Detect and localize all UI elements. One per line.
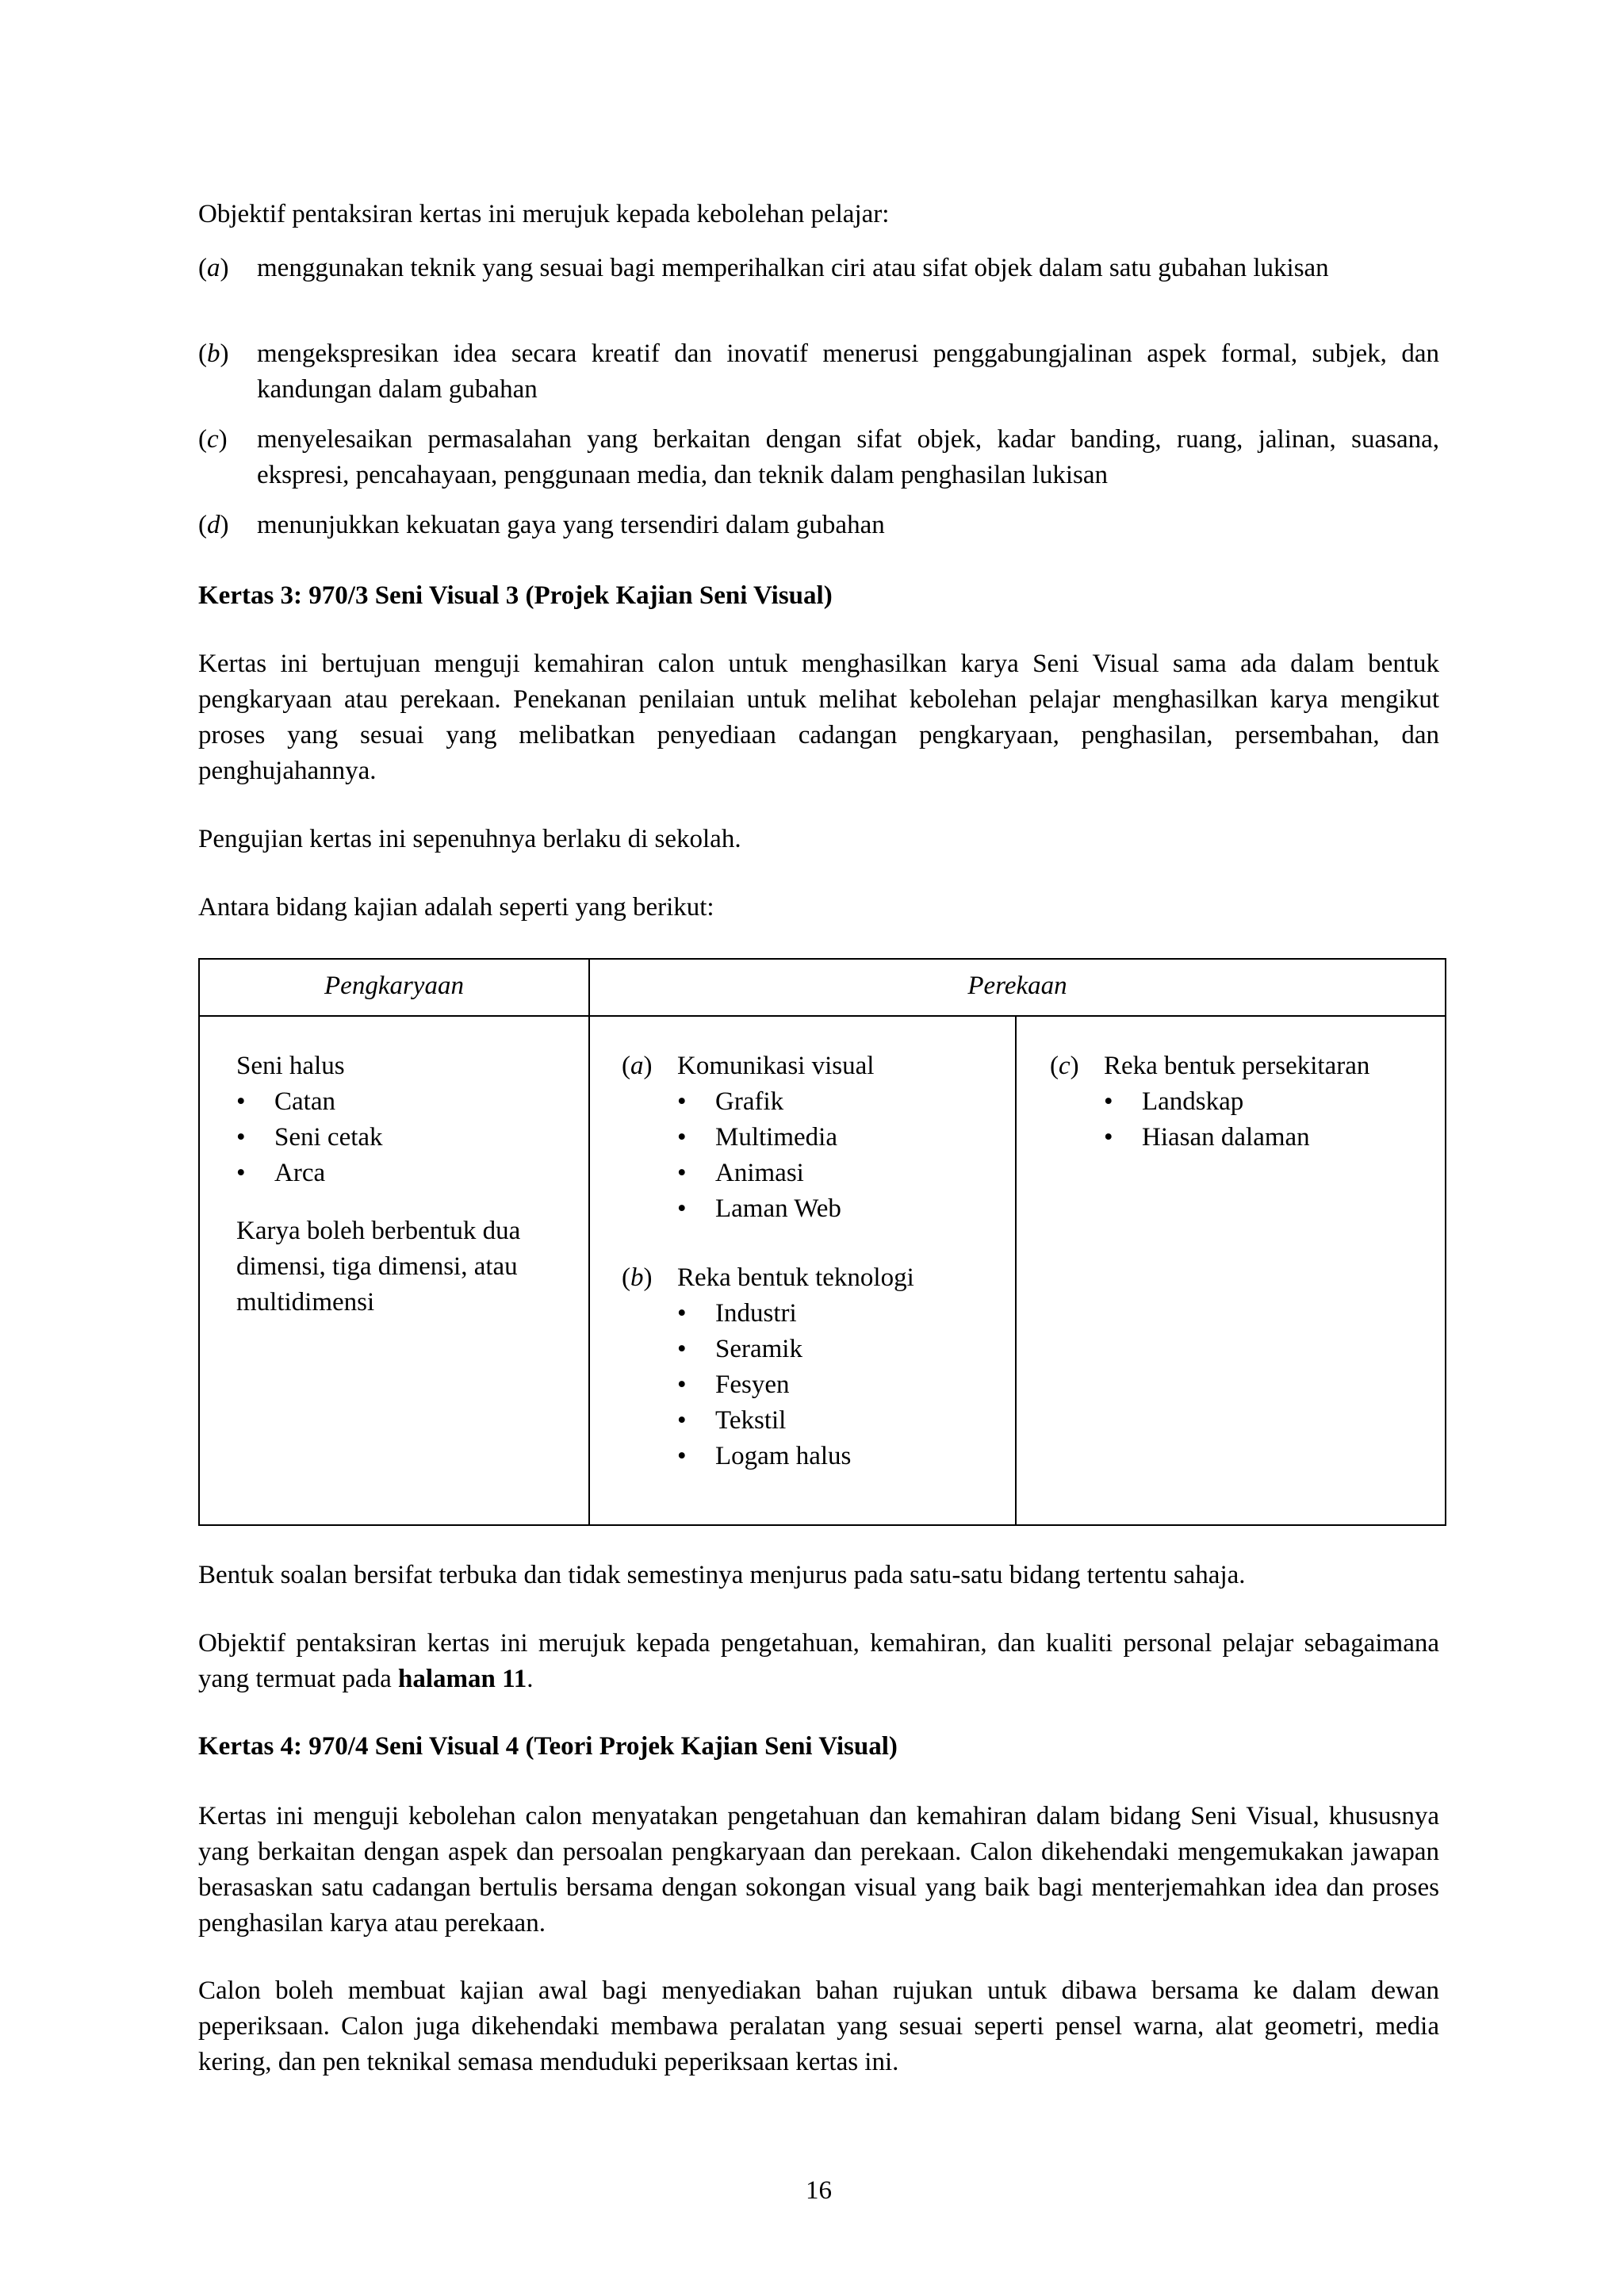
komunikasi-visual-list	[677, 1084, 1007, 1227]
page-reference: halaman 11	[397, 1665, 527, 1693]
perekaan-b: (b) Reka bentuk teknologi • Industri • Seramik • Fesyen • Tekstil • Logam halus	[622, 1260, 1007, 1474]
kertas3-heading: Kertas 3: 970/3 Seni Visual 3 (Projek Kajian Seni Visual)	[198, 581, 833, 610]
sub-label: c	[1059, 1052, 1071, 1080]
reka-bentuk-teknologi-list	[677, 1296, 1007, 1474]
list-item: • Fesyen	[677, 1367, 1007, 1403]
perekaan-c: (c) Reka bentuk persekitaran • Landskap • Hiasan dalaman	[1050, 1048, 1437, 1156]
kertas4-heading: Kertas 4: 970/4 Seni Visual 4 (Teori Projek Kajian Seni Visual)	[198, 1732, 898, 1761]
objective-text: menyelesaikan permasalahan yang berkaitan dengan sifat objek, kadar banding, ruang, jalinan, suasana, ekspresi, pencahayaan, penggunaan media, dan teknik dalam penghasilan lukisan	[257, 425, 1439, 489]
seni-halus-list	[236, 1084, 573, 1191]
list-item: • Seramik	[677, 1332, 1007, 1367]
after-table-paragraph-2	[198, 1626, 1439, 1697]
list-item: • Arca	[236, 1156, 573, 1191]
after-table-paragraph-1: Bentuk soalan bersifat terbuka dan tidak semestinya menjurus pada satu-satu bidang tertentu sahaja.	[198, 1561, 1246, 1589]
objective-text: menggunakan teknik yang sesuai bagi memperihalkan ciri atau sifat objek dalam satu gubahan lukisan	[257, 254, 1329, 282]
page-number: 16	[806, 2176, 832, 2205]
table-cell-perekaan-c	[1016, 1016, 1446, 1525]
perekaan-a: (a) Komunikasi visual • Grafik • Multimedia • Animasi • Laman Web	[622, 1048, 1007, 1227]
table-cell-perekaan-ab	[589, 1016, 1016, 1525]
table-cell-pengkaryaan	[199, 1016, 589, 1525]
objective-label: a	[207, 254, 220, 282]
sub-label: a	[630, 1052, 644, 1080]
reka-bentuk-persekitaran-list	[1104, 1084, 1437, 1156]
kertas3-paragraph-1: Kertas ini bertujuan menguji kemahiran calon untuk menghasilkan karya Seni Visual sama ada dalam bentuk pengkaryaan atau perekaan. Penekanan penilaian untuk melihat kebolehan pelajar menghasilkan karya mengikut proses yang sesuai yang melibatkan penyediaan cadangan pengkaryaan, penghasilan, persembahan, dan penghujahannya.	[198, 650, 1439, 785]
kertas4-paragraph-2: Calon boleh membuat kajian awal bagi menyediakan bahan rujukan untuk dibawa bersama ke dalam dewan peperiksaan. Calon juga dikehendaki membawa peralatan yang sesuai seperti pensel warna, alat geometri, media kering, dan pen teknikal semasa menduduki peperiksaan kertas ini.	[198, 1976, 1439, 2076]
list-item: • Landskap	[1104, 1084, 1437, 1120]
table-header-perekaan: Perekaan	[589, 959, 1446, 1016]
objective-text: menunjukkan kekuatan gaya yang tersendiri dalam gubahan	[257, 511, 885, 539]
kertas3-paragraph-2: Pengujian kertas ini sepenuhnya berlaku di sekolah.	[198, 825, 741, 853]
table-header-pengkaryaan: Pengkaryaan	[199, 959, 589, 1016]
list-item: • Seni cetak	[236, 1120, 573, 1156]
objective-label: c	[207, 425, 219, 454]
objective-label: b	[207, 339, 220, 368]
objective-text: mengekspresikan idea secara kreatif dan inovatif menerusi penggabungjalinan aspek formal, subjek, dan kandungan dalam gubahan	[257, 339, 1439, 404]
reka-bentuk-persekitaran-title: Reka bentuk persekitaran	[1104, 1052, 1370, 1080]
list-item: • Industri	[677, 1296, 1007, 1332]
list-item: • Laman Web	[677, 1191, 1007, 1227]
komunikasi-visual-title: Komunikasi visual	[677, 1052, 875, 1080]
list-item: • Catan	[236, 1084, 573, 1120]
list-item: • Logam halus	[677, 1439, 1007, 1474]
list-item: • Grafik	[677, 1084, 1007, 1120]
kertas3-paragraph-3: Antara bidang kajian adalah seperti yang berikut:	[198, 893, 714, 922]
study-areas-table	[198, 958, 1446, 1526]
sub-label: b	[630, 1263, 644, 1292]
reka-bentuk-teknologi-title: Reka bentuk teknologi	[677, 1263, 914, 1292]
intro-text: Objektif pentaksiran kertas ini merujuk kepada kebolehan pelajar:	[198, 200, 890, 228]
list-item: • Tekstil	[677, 1403, 1007, 1439]
seni-halus-note: Karya boleh berbentuk dua dimensi, tiga dimensi, atau multidimensi	[236, 1217, 521, 1317]
kertas4-paragraph-1: Kertas ini menguji kebolehan calon menyatakan pengetahuan dan kemahiran dalam bidang Seni Visual, khususnya yang berkaitan dengan aspek dan persoalan pengkaryaan dan perekaan. Calon dikehendaki mengemukakan jawapan berasaskan satu cadangan bertulis bersama dengan sokongan visual yang baik bagi menterjemahkan idea dan proses penghasilan karya atau perekaan.	[198, 1802, 1439, 1938]
list-item: • Hiasan dalaman	[1104, 1120, 1437, 1156]
list-item: • Multimedia	[677, 1120, 1007, 1156]
paragraph-text: Objektif pentaksiran kertas ini merujuk kepada pengetahuan, kemahiran, dan kualiti personal pelajar sebagaimana yang termuat pada	[198, 1629, 1439, 1693]
paragraph-text-end: .	[527, 1665, 534, 1693]
list-item: • Animasi	[677, 1156, 1007, 1191]
objective-label: d	[207, 511, 220, 539]
seni-halus-title: Seni halus	[236, 1052, 345, 1080]
